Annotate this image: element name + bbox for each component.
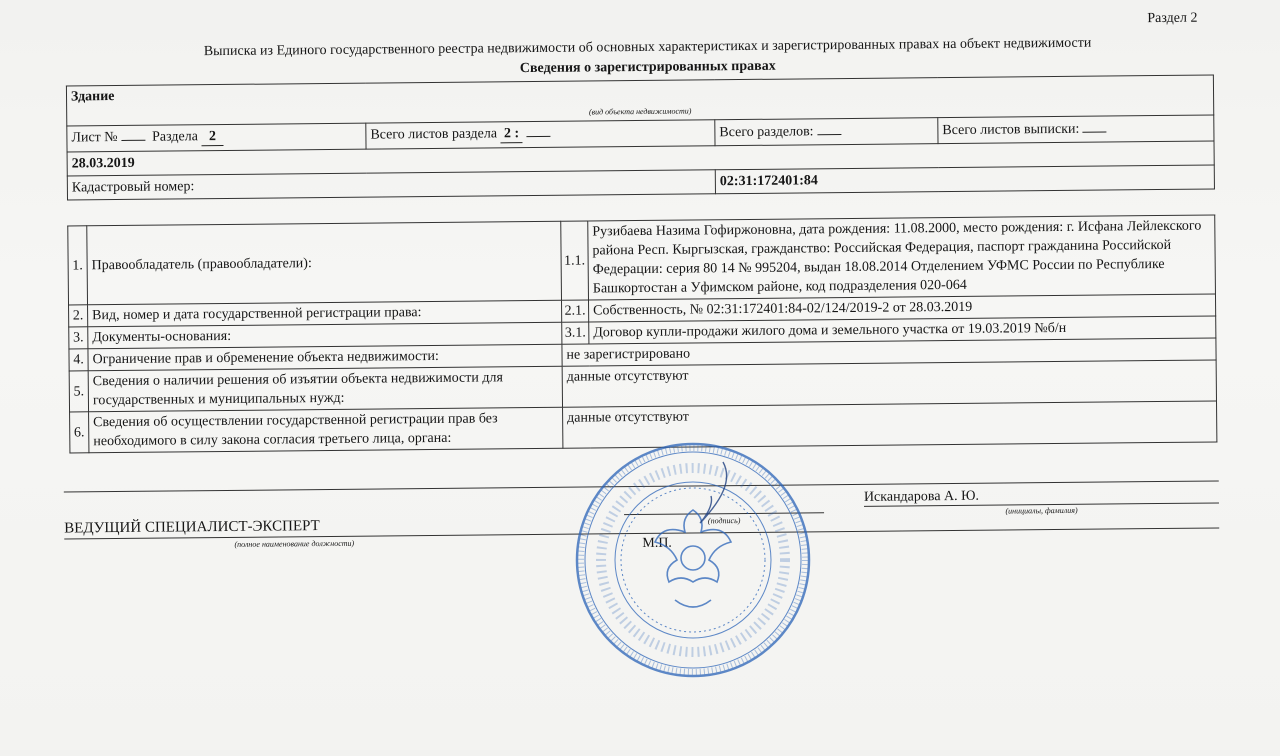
row-value: не зарегистрировано	[562, 338, 1216, 366]
signature-caption: (подпись)	[707, 516, 741, 526]
total-sheets-extract-cell	[938, 115, 1214, 144]
section-of-label: Раздела	[152, 129, 199, 145]
cadastral-label: Кадастровый номер:	[67, 170, 715, 200]
row-label: Документы-основания:	[88, 322, 562, 349]
row-value: данные отсутствуют	[563, 401, 1217, 448]
rights-table	[67, 214, 1217, 453]
extract-date: 28.03.2019	[67, 141, 1214, 176]
total-sections-cell	[715, 118, 938, 146]
document-subtitle: Сведения о зарегистрированных правах	[519, 58, 776, 77]
name-caption: (инициалы, фамилия)	[1005, 505, 1078, 516]
row-value: Договор купли-продажи жилого дома и земельного участка от 19.03.2019 №б/н	[589, 316, 1216, 344]
row-sub-number: 1.1.	[561, 221, 589, 300]
rights-row	[68, 215, 1216, 305]
row-value: Рузибаева Назима Гофиржоновна, дата рождения: 11.08.2000, место рождения: г. Исфана Лейлекского района Респ. Кыргызская, гражданство: Российская Федерация, паспорт гражданина Российской Федерации: серия 80 14 № 995204, выдан 18.08.2014 Отделением УФМС России по Республике Башкортостан а Уфимском районе, код подразделения 020-064	[588, 215, 1216, 300]
sheet-number-cell	[67, 123, 366, 152]
total-sheets-extract-label: Всего листов выписки:	[942, 121, 1080, 138]
row-value: данные отсутствуют	[562, 360, 1216, 407]
cadastral-number: 02:31:172401:84	[715, 165, 1214, 194]
section-label: Раздел 2	[1147, 10, 1198, 27]
sheet-label: Лист №	[71, 130, 118, 146]
row-sub-number: 2.1.	[561, 300, 588, 322]
official-seal-stamp	[573, 440, 813, 680]
object-type-caption: (вид объекта недвижимости)	[67, 97, 1214, 126]
official-position: ВЕДУЩИЙ СПЕЦИАЛИСТ-ЭКСПЕРТ	[64, 518, 320, 537]
object-header-table	[66, 74, 1215, 200]
total-sheets-section-value: 2 :	[500, 126, 522, 143]
row-sub-number: 3.1.	[562, 322, 589, 344]
row-number: 6.	[70, 412, 89, 453]
row-number: 5.	[69, 371, 88, 412]
total-sections-label: Всего разделов:	[719, 123, 814, 140]
seal-label: М.П.	[642, 535, 672, 551]
row-label: Вид, номер и дата государственной регистрации права:	[88, 300, 562, 327]
row-number: 3.	[69, 327, 88, 349]
row-label: Правообладатель (правообладатели):	[87, 221, 562, 305]
total-sheets-section-label: Всего листов раздела	[370, 126, 498, 143]
row-number: 1.	[68, 226, 88, 305]
official-name: Искандарова А. Ю.	[863, 488, 980, 505]
row-number: 4.	[69, 349, 88, 371]
row-label: Сведения об осуществлении государственной регистрации прав без необходимого в силу закона согласия третьего лица, органа:	[89, 407, 563, 453]
total-sheets-section-cell	[366, 120, 715, 149]
row-number: 2.	[69, 305, 88, 327]
section-number: 2	[201, 129, 223, 146]
row-label: Ограничение прав и обременение объекта недвижимости:	[88, 344, 562, 371]
document-title: Выписка из Единого государственного реестра недвижимости об основных характеристиках и зарегистрированных правах на объект недвижимости	[203, 35, 1092, 60]
row-value: Собственность, № 02:31:172401:84-02/124/2019-2 от 28.03.2019	[588, 294, 1215, 322]
row-label: Сведения о наличии решения об изъятии объекта недвижимости для государственных и муниципальных нужд:	[88, 366, 562, 412]
object-type: Здание	[66, 75, 1213, 108]
position-caption: (полное наименование должности)	[234, 538, 355, 549]
